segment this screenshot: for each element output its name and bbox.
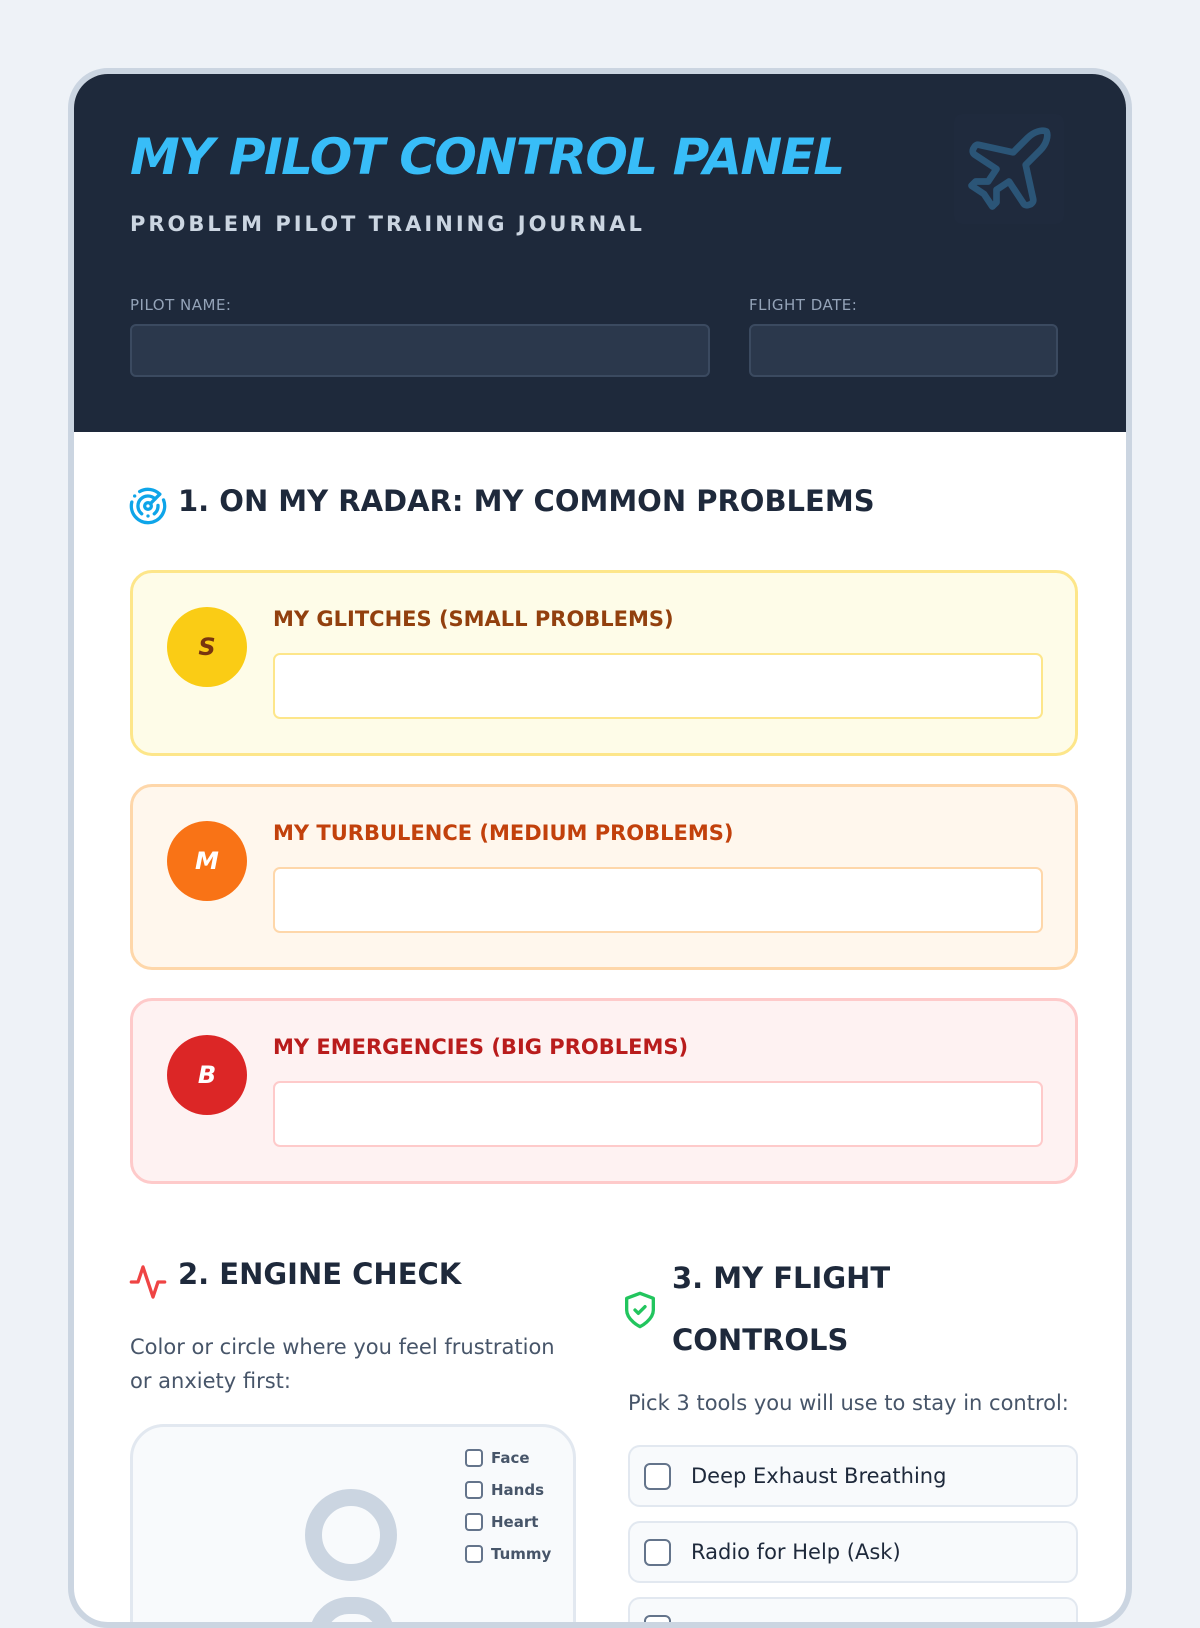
engine-section-title: 2. ENGINE CHECK [178, 1257, 461, 1291]
medium-problems-label: MY TURBULENCE (MEDIUM PROBLEMS) [273, 821, 734, 845]
body-part-heart[interactable] [465, 1513, 538, 1531]
controls-title-line2: CONTROLS [672, 1309, 890, 1371]
small-problems-input[interactable] [273, 653, 1043, 719]
face-label: Face [491, 1449, 530, 1467]
body-head-shape [305, 1489, 397, 1581]
tool-option[interactable] [628, 1597, 1078, 1628]
radar-section-title: 1. ON MY RADAR: MY COMMON PROBLEMS [178, 484, 875, 518]
heart-label: Heart [491, 1513, 538, 1531]
hands-label: Hands [491, 1481, 544, 1499]
journal-card [68, 68, 1132, 1628]
radar-icon [128, 486, 168, 526]
airplane-icon [954, 114, 1064, 224]
tool-option[interactable] [628, 1521, 1078, 1583]
medium-problems-card [130, 784, 1078, 970]
body-outline-area[interactable] [130, 1424, 576, 1628]
big-problems-input[interactable] [273, 1081, 1043, 1147]
page-subtitle: PROBLEM PILOT TRAINING JOURNAL [130, 212, 645, 236]
big-problems-card [130, 998, 1078, 1184]
body-torso-shape [309, 1597, 395, 1628]
controls-title-line1: 3. MY FLIGHT [672, 1247, 890, 1309]
tool-option[interactable] [628, 1445, 1078, 1507]
body-part-tummy[interactable] [465, 1545, 551, 1563]
controls-description: Pick 3 tools you will use to stay in control: [628, 1386, 1088, 1420]
big-badge: B [167, 1035, 247, 1115]
shield-check-icon [620, 1290, 660, 1330]
tummy-checkbox[interactable] [465, 1545, 483, 1563]
page-title: MY PILOT CONTROL PANEL [130, 128, 844, 186]
tool-label: Deep Exhaust Breathing [691, 1464, 946, 1488]
heart-checkbox[interactable] [465, 1513, 483, 1531]
tool-checkbox[interactable] [644, 1463, 671, 1490]
hands-checkbox[interactable] [465, 1481, 483, 1499]
medium-badge: M [167, 821, 247, 901]
tool-label: Radio for Help (Ask) [691, 1540, 901, 1564]
body-part-face[interactable] [465, 1449, 530, 1467]
header [74, 74, 1126, 432]
small-problems-label: MY GLITCHES (SMALL PROBLEMS) [273, 607, 674, 631]
flight-date-input[interactable] [749, 324, 1058, 377]
body-part-hands[interactable] [465, 1481, 544, 1499]
tummy-label: Tummy [491, 1545, 551, 1563]
flight-date-label: FLIGHT DATE: [749, 296, 857, 314]
tool-checkbox[interactable] [644, 1539, 671, 1566]
engine-description: Color or circle where you feel frustration or anxiety first: [130, 1330, 570, 1398]
pilot-name-input[interactable] [130, 324, 710, 377]
controls-section-title [672, 1247, 890, 1371]
heartbeat-icon [128, 1262, 168, 1302]
medium-problems-input[interactable] [273, 867, 1043, 933]
tool-checkbox[interactable] [644, 1615, 671, 1628]
big-problems-label: MY EMERGENCIES (BIG PROBLEMS) [273, 1035, 688, 1059]
small-problems-card [130, 570, 1078, 756]
face-checkbox[interactable] [465, 1449, 483, 1467]
pilot-name-label: PILOT NAME: [130, 296, 231, 314]
small-badge: S [167, 607, 247, 687]
